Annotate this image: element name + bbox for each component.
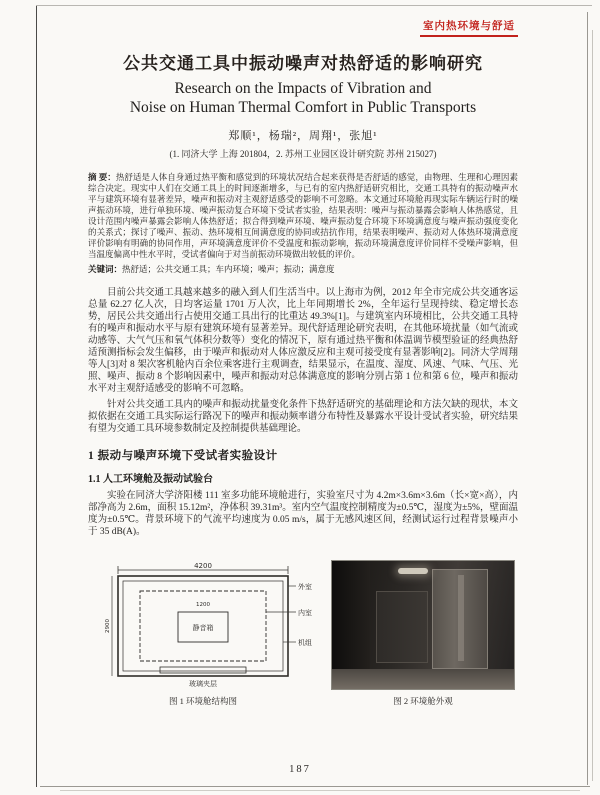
- abstract-label: 摘 要：: [88, 172, 116, 182]
- scan-edge-top: [36, 5, 592, 6]
- keywords-block: [88, 264, 518, 275]
- scan-edge-right: [587, 12, 588, 785]
- figure-row: [88, 560, 518, 707]
- figure-2-caption: 图 2 环境舱外观: [393, 696, 453, 706]
- photo-door-highlight: [458, 575, 464, 661]
- keywords-label: 关键词：: [88, 264, 123, 274]
- paper-title-en: [88, 79, 518, 117]
- scan-edge-left: [36, 5, 37, 787]
- keywords-text: 热舒适；公共交通工具；车内环境；噪声；振动；满意度: [122, 264, 335, 274]
- paper-title-en-line2: Noise on Human Thermal Comfort in Public Transports: [129, 99, 477, 116]
- fig1-dim-left-label: 2900: [105, 619, 111, 633]
- scan-edge-bottom-2: [60, 790, 580, 791]
- fig1-quiet-box-label: 静音箱: [192, 624, 214, 632]
- fig1-unit-label: 机组: [298, 639, 312, 647]
- figure-1-caption: 图 1 环境舱结构图: [168, 696, 237, 706]
- affiliation-line: (1. 同济大学 上海 201804，2. 苏州工业园区设计研究院 苏州 215027): [169, 149, 437, 159]
- figure-2: [332, 560, 514, 707]
- intro-paragraph-1: 目前公共交通工具越来越多的融入到人们生活当中。以上海市为例，2012 年全市完成公共交通客运总量 62.27 亿人次，日均客运量 1701 万人次，比上年同期增长 2%，全年运行呈现持续、稳定增长态势，居民公共交通出行占使用交通工具出行的比重达 49.3%[1]。与建筑室内环境相比，公共交通工具特有的噪声和振动水平与原有建筑环境有显著差异。现代舒适理论研究表明，在其他环境扰量（如气流或动感等、大气气压和氧气体积分数等）变化的情况下，原有通过热平衡和体温调节模型验证的经典热舒适预测指标会发生偏移，由于噪声和振动对人体应激反应和主观可接受度有显著影响[2]。同济大学周翔等人[3]对 8 架次客机舱内百余位乘客进行主观调查，结果显示，在温度、湿度、风速、气味、气压、光照、噪声、振动 8 个影响因素中，噪声和振动对总体满意度的影响分别占第 1 位和第 6 位，噪声和振动水平对主观舒适感受的影响不可忽略。: [88, 288, 518, 394]
- paper-title-en-line1: Research on the Impacts of Vibration and: [174, 80, 432, 97]
- fig1-outer-room-label: 外室: [298, 583, 312, 591]
- authors-line: 郑顺¹，杨瑞²，周翔¹，张旭¹: [228, 130, 378, 142]
- section-1-1-paragraph: 实验在同济大学济阳楼 111 室多功能环境舱进行，实验室尺寸为 4.2m×3.6m×3.6m（长×宽×高），内部净高为 2.6m，面积 15.12m²，净体积 39.31m³。室内空气温度控制精度为±0.5℃，湿度为±5%，壁面温度为±0.5℃。背景环境下的气流平均速度为 0.05 m/s，属于无感风速区间，经测试运行过程背景噪声小于 35 dB(A)。: [88, 491, 518, 537]
- journal-section-tag: [88, 16, 518, 37]
- section-1-1-heading: 1.1 人工环境舱及振动试验台: [88, 474, 213, 485]
- section-1-heading: 1 振动与噪声环境下受试者实验设计: [88, 450, 278, 462]
- photo-floor: [332, 669, 514, 689]
- photo-ceiling-lamp: [398, 568, 428, 574]
- chamber-exterior-photo: [331, 560, 515, 690]
- fig1-dim-top-label: 4200: [194, 562, 212, 570]
- figure-1: [88, 560, 318, 707]
- fig1-inner-room-label: 内室: [298, 609, 312, 617]
- paper-content: [88, 16, 518, 707]
- abstract-block: [88, 172, 518, 260]
- abstract-text: 热舒适是人体自身通过热平衡和感觉到的环境状况结合起来获得是否舒适的感觉，由物理、生理和心理因素综合决定。现实中人们在交通工具上的时间逐渐增多，与已有的室内热舒适研究相比，交通工具特有的振动噪声水平与建筑环境有显著差异，噪声和振动对主观舒适感受的影响不可忽略。本文通过环境舱再现实际车辆运行时的噪声振动环境，进行单独环境、噪声振动复合环境下受试者实验，结果表明：噪声与振动暴露会影响人体热感觉，且设计范围内噪声暴露会影响人体热舒适；拟合得到噪声环境、噪声振动复合环境下环境满意度与噪声振动强度变化的关系式；探讨了噪声、振动、热环境相互间满意度的协同或拮抗作用，结果表明噪声、振动对人体热环境满意度评价影响有明确的协同作用，声环境满意度评价不受温度和振动影响，振动环境满意度评价同样不受噪声影响，但当温度偏离中性水平时，受试者偏向于对当前振动环境做出较低的评价。: [88, 172, 518, 259]
- paper-title-zh: 公共交通工具中振动噪声对热舒适的影响研究: [123, 54, 483, 73]
- fig1-glass-label: 玻璃夹层: [189, 680, 217, 688]
- page-number: 187: [289, 764, 311, 775]
- scan-edge-right-2: [592, 30, 593, 781]
- fig1-dim-small-label: 1200: [196, 602, 210, 608]
- intro-paragraph-2: 针对公共交通工具内的噪声和振动扰量变化条件下热舒适研究的基础理论和方法欠缺的现状，本文拟依据在交通工具实际运行路况下的噪声和振动频率谱分布特性及暴露水平设计受试者实验，研究结果有望为交通工具环境参数制定及控制提供基础理论。: [88, 400, 518, 434]
- scan-edge-bottom: [40, 786, 590, 787]
- photo-wall-panel: [376, 591, 428, 663]
- chamber-structure-diagram: [88, 560, 318, 690]
- journal-section-label: 室内热环境与舒适: [420, 18, 518, 37]
